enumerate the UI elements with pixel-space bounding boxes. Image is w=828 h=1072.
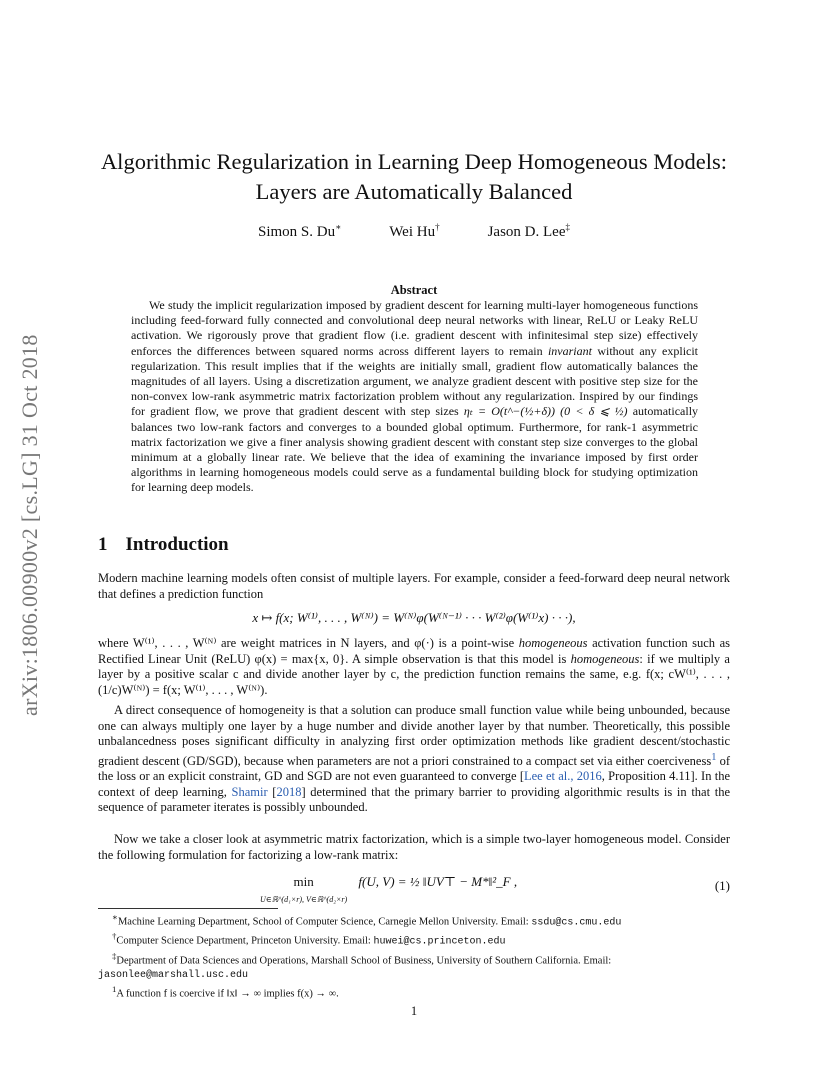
abstract-text: We study the implicit regularization imposed by gradient descent for learning multi-layer homogeneous functions including feed-forward fully connected and convolutional deep neural networks with linear, ReLU or Leaky ReLU activation. We rigorously prove that gradient flow (i.e. gradient descent with infinitesimal step size) effectively enforces the differences between squared norms across different layers to remain invariant without any explicit regularization. This result implies that if the weights are initially small, gradient flow automatically balances the magnitudes of all layers. Using a discretization argument, we analyze gradient descent with positive step size for the non-convex low-rank asymmetric matrix factorization problem without any regularization. Inspired by our findings for gradient flow, we prove that gradient descent with step sizes ηₜ = O(t^−(½+δ)) (0 < δ ⩽ ½) automatically balances two low-rank factors and converges to a bounded global optimum. Furthermore, for rank-1 asymmetric matrix factorization we give a finer analysis showing gradient descent with constant step size converges to the global minimum at a globally linear rate. We believe that the idea of examining the invariance imposed by first order algorithms in learning homogeneous models could serve as a fundamental building block for studying optimization for learning deep models. <box>131 298 699 495</box>
author: Jason D. Lee‡ <box>487 222 570 240</box>
footnote: $^1$A function f is coercive if ‖x‖ → ∞ implies f(x) → ∞. <box>112 983 339 1000</box>
email-link[interactable]: ssdu@cs.cmu.edu <box>531 917 622 929</box>
equation-number: (1) <box>714 878 730 893</box>
email-link[interactable]: huwei@cs.princeton.edu <box>373 936 506 948</box>
paper-title: Algorithmic Regularization in Learning Deep Homogeneous Models: Layers are Automatically Balanced <box>100 149 728 204</box>
section-number: 1 <box>98 534 108 555</box>
author-list <box>98 222 730 241</box>
objective-function: f(U, V) = ½ ‖UV⊤ − M*‖²_F , <box>358 874 518 889</box>
footnotes <box>98 911 730 1001</box>
citation-link[interactable]: Shamir <box>231 784 268 799</box>
citation-link[interactable]: Lee et al., 2016 <box>523 769 602 784</box>
min-operator: min <box>293 874 314 889</box>
intro-paragraph-4: Now we take a closer look at asymmetric matrix factorization, which is a simple two-layer homogeneous model. Consider the following formulation for factorizing a low-rank matrix: <box>98 832 730 862</box>
abstract-heading: Abstract <box>390 283 438 297</box>
section-heading <box>98 534 229 556</box>
footnote: ∗Machine Learning Department, School of Computer Science, Carnegie Mellon University. Email: ssdu@cs.cmu.edu <box>112 912 622 929</box>
section-title: Introduction <box>125 534 229 555</box>
footnote: †Computer Science Department, Princeton University. Email: huwei@cs.princeton.edu <box>112 931 506 948</box>
intro-paragraph-3: A direct consequence of homogeneity is that a solution can produce small function value while being unbounded, because one can always multiply one layer by a huge number and divide another layer by that number. Theoretically, this possible unbalancedness poses significant difficulty in analyzing first order optimization methods like gradient descent/stochastic gradient descent (GD/SGD), because when parameters are not a priori constrained to a compact set via either coerciveness$^1$ of the loss or an explicit constraint, GD and SGD are not even guaranteed to converge [Lee et al., 2016, Proposition 4.11]. In the context of deep learning, Shamir [2018] determined that the primary barrier to providing algorithmic results is in that the sequence of parameter iterates is possibly unbounded. <box>98 703 730 815</box>
author: Simon S. Du∗ <box>257 222 342 240</box>
citation-link[interactable]: 2018 <box>276 784 302 799</box>
step-size-formula: ηₜ = O(t^−(½+δ)) (0 < δ ⩽ ½) <box>463 404 628 419</box>
footnote: ‡Department of Data Sciences and Operations, Marshall School of Business, University of Southern California. Email: jasonlee@marshall.usc.edu <box>98 950 612 981</box>
intro-paragraph-1: Modern machine learning models often consist of multiple layers. For example, consider a feed-forward deep neural network that defines a prediction function <box>98 571 730 601</box>
footnote-ref[interactable]: 1 <box>711 751 717 763</box>
min-subscript: U∈ℝ^(d₁×r), V∈ℝ^(d₂×r) <box>260 895 348 904</box>
intro-paragraph-2: where W⁽¹⁾, . . . , W⁽ᴺ⁾ are weight matrices in N layers, and φ(·) is a point-wise homogeneous activation function such as Rectified Linear Unit (ReLU) φ(x) = max{x, 0}. A simple observation is that this model is homogeneous: if we multiply a layer by a positive scalar c and divide another layer by c, the prediction function remains the same, e.g. f(x; cW⁽¹⁾, . . . , (1/c)W⁽ᴺ⁾) = f(x; W⁽¹⁾, . . . , W⁽ᴺ⁾). <box>98 636 731 697</box>
arxiv-identifier: arXiv:1806.00900v2 [cs.LG] 31 Oct 2018 <box>17 334 42 716</box>
footnote-divider <box>98 908 278 909</box>
prediction-equation: x ↦ f(x; W⁽¹⁾, . . . , W⁽ᴺ⁾) = W⁽ᴺ⁾φ(W⁽ᴺ⁻¹⁾ · · · W⁽²⁾φ(W⁽¹⁾x) · · ·), <box>252 610 576 625</box>
email-link[interactable]: jasonlee@marshall.usc.edu <box>98 969 249 981</box>
author: Wei Hu† <box>389 222 440 240</box>
page-number: 1 <box>410 1004 418 1018</box>
